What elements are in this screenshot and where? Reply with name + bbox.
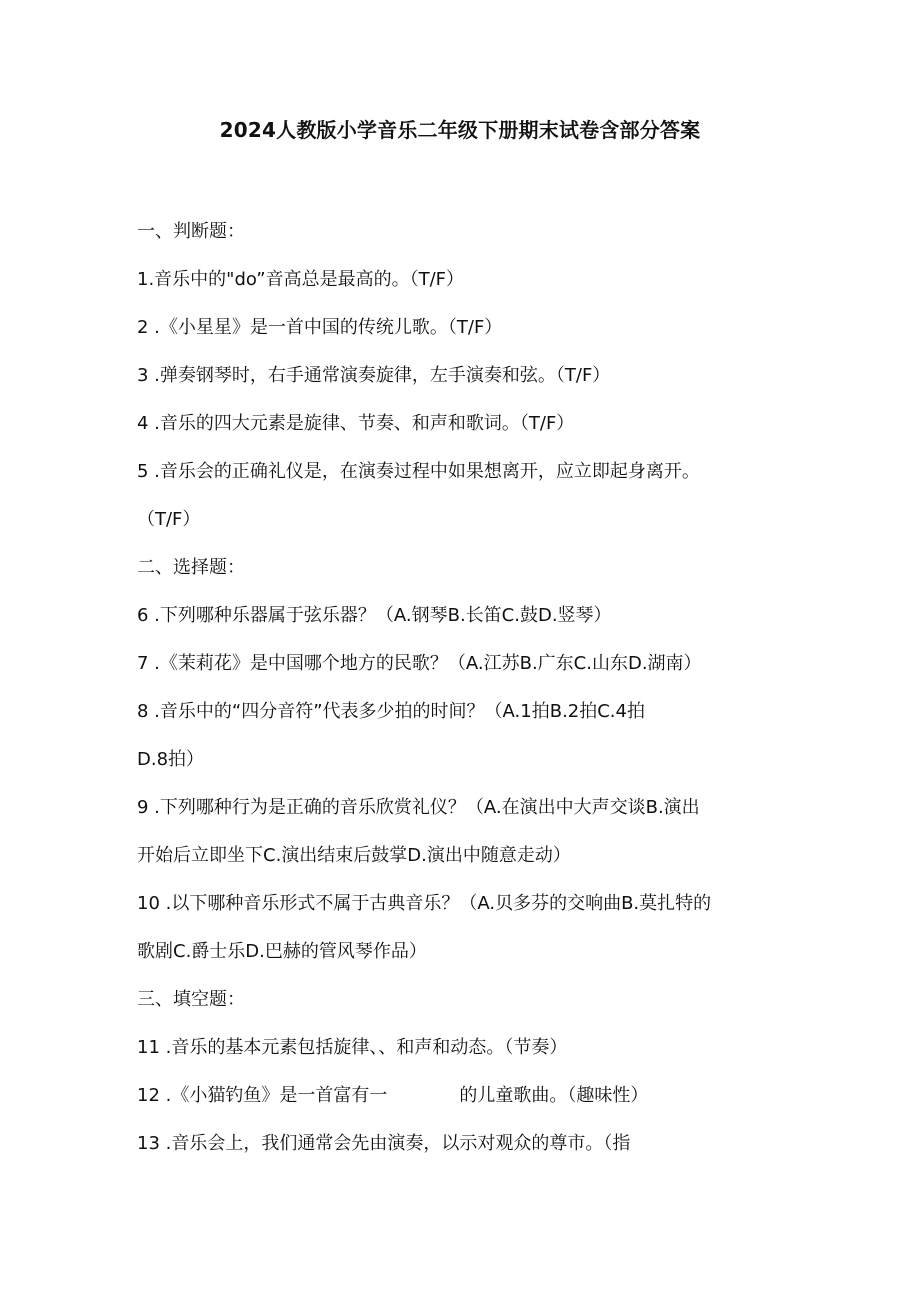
question-5: 5 .音乐会的正确礼仪是，在演奏过程中如果想离开，应立即起身离开。 (137, 461, 700, 482)
question-12-part-2: 的儿童歌曲。（趣味性） (459, 1085, 649, 1106)
section-heading-multiple-choice: 二、选择题： (137, 557, 245, 578)
question-4: 4 .音乐的四大元素是旋律、节奏、和声和歌词。（T/F） (137, 413, 575, 434)
question-10-continued: 歌剧C.爵士乐D.巴赫的管风琴作品） (137, 941, 427, 962)
question-11: 11 .音乐的基本元素包括旋律、、和声和动态。（节奏） (137, 1037, 568, 1058)
question-13: 13 .音乐会上，我们通常会先由演奏，以示对观众的尊市。（指 (137, 1133, 631, 1154)
question-6: 6 .下列哪种乐器属于弦乐器？（A.钢琴B.长笛C.鼓D.竖琴） (137, 605, 612, 626)
question-8-continued: D.8拍） (137, 749, 205, 770)
question-7: 7 .《茉莉花》是中国哪个地方的民歌？（A.江苏B.广东C.山东D.湖南） (137, 653, 702, 674)
section-heading-true-false: 一、判断题： (137, 221, 245, 242)
document-title: 2024人教版小学音乐二年级下册期末试卷含部分答案 (219, 118, 701, 142)
section-heading-fill-in: 三、填空题： (137, 989, 245, 1010)
question-9: 9 .下列哪种行为是正确的音乐欣赏礼仪？（A.在演出中大声交谈B.演出 (137, 797, 700, 818)
question-9-continued: 开始后立即坐下C.演出结束后鼓掌D.演出中随意走动） (137, 845, 571, 866)
question-5-continued: （T/F） (137, 509, 201, 530)
question-12-part-1: 12 .《小猫钓鱼》是一首富有一 (137, 1085, 388, 1106)
question-12 (137, 1072, 787, 1120)
question-1: 1.音乐中的"do”音高总是最高的。（T/F） (137, 269, 464, 290)
question-10: 10 .以下哪种音乐形式不属于古典音乐？（A.贝多芬的交响曲B.莫扎特的 (137, 893, 712, 914)
document-body (137, 208, 787, 1168)
question-8: 8 .音乐中的“四分音符”代表多少拍的时间？（A.1拍B.2拍C.4拍 (137, 701, 645, 722)
question-3: 3 .弹奏钢琴时，右手通常演奏旋律，左手演奏和弦。（T/F） (137, 365, 611, 386)
question-2: 2 .《小星星》是一首中国的传统儿歌。（T/F） (137, 317, 503, 338)
